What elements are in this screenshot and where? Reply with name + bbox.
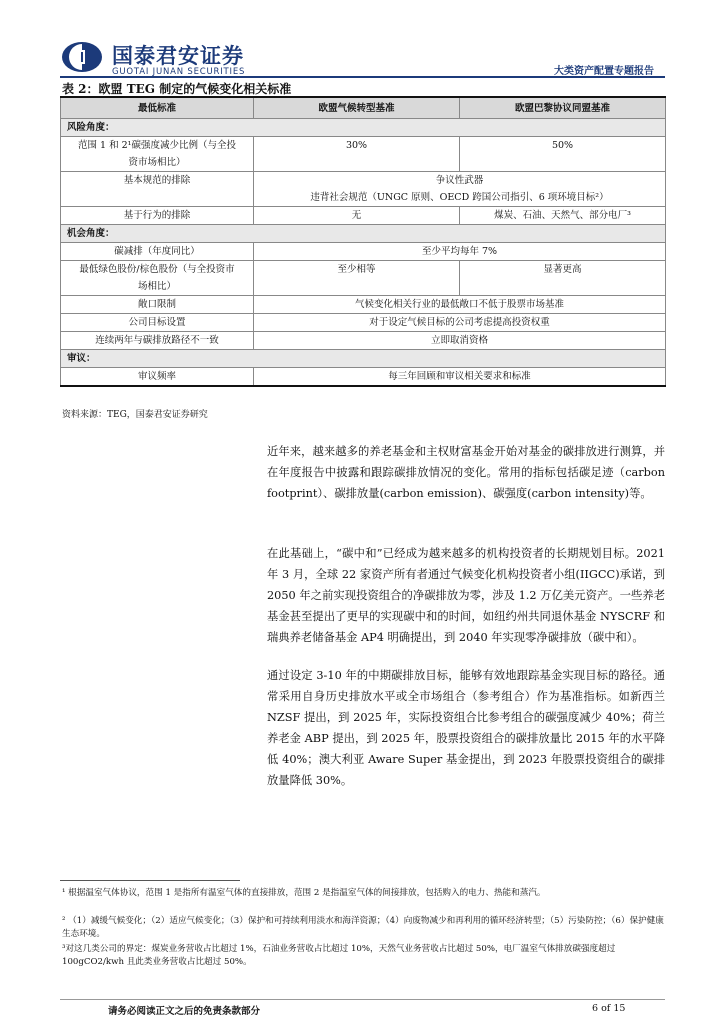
table-row [61,261,666,296]
table-row [61,368,666,387]
table-source: 资料来源：TEG，国泰君安证券研究 [62,410,208,420]
report-type-label: 大类资产配置专题报告 [554,66,654,77]
table-row [61,332,666,350]
table-cell: 对于设定气候目标的公司考虑提高投资权重 [254,314,666,332]
body-paragraph: 通过设定 3-10 年的中期碳排放目标，能够有效地跟踪基金实现目标的路径。通常采用自身历史排放水平或全市场组合（参考组合）作为基准指标。如新西兰 NZSF 提出，到 2025 年，实际投资组合比参考组合的碳强度减少 40%；荷兰养老金 ABP 提出，到 2025 年，股票投资组合的碳排放量比 2015 年的水平降低 40%；澳大利亚 Aware Super 基金提出，到 2023 年股票投资组合的碳排放量降低 30%。 [267,669,665,787]
row-label: 场相比） [137,281,176,292]
brand-name-en: GUOTAI JUNAN SECURITIES [112,67,246,77]
header-divider [60,76,665,78]
body-paragraph: 近年来，越来越多的养老基金和主权财富基金开始对基金的碳排放进行测算，并在年度报告中披露和跟踪碳排放情况的变化。常用的指标包括碳足迹（carbon footprint）、碳排放量(carbon emission)、碳强度(carbon intensity)等。 [267,445,665,500]
table-row [61,172,666,207]
disclaimer-text: 请务必阅读正文之后的免责条款部分 [108,1006,261,1017]
footnote: ¹ 根据温室气体协议，范围 1 是指所有温室气体的直接排放，范围 2 是指温室气体的间接排放，包括购入的电力、热能和蒸汽。 [62,888,546,898]
row-label: 连续两年与碳排放路径不一致 [61,332,254,350]
column-header: 欧盟巴黎协议同盟基准 [460,97,666,119]
table-row [61,243,666,261]
table-cell: 至少平均每年 7% [254,243,666,261]
footnote-divider [60,880,240,881]
row-label: 审议频率 [61,368,254,387]
table-row [61,207,666,225]
table-cell: 立即取消资格 [254,332,666,350]
table-cell: 至少相等 [254,261,460,296]
guotai-junan-logo-icon [60,40,104,74]
table-cell: 无 [254,207,460,225]
section-label-opportunity: 机会角度： [61,225,666,243]
table-row [61,314,666,332]
section-row [61,225,666,243]
table-cell: 争议性武器 [435,175,484,186]
row-label: 基于行为的排除 [61,207,254,225]
table-cell: 30% [254,137,460,172]
row-label: 最低绿色股份/棕色股份（与全投资市 [79,264,235,275]
table-cell: 违背社会规范（UNGC 原则、OECD 跨国公司指引、6 项环境目标²） [310,192,609,203]
table-cell: 显著更高 [460,261,666,296]
page-number: 6 of 15 [592,1003,626,1014]
row-label: 公司目标设置 [61,314,254,332]
standards-table [60,96,666,387]
section-row [61,350,666,368]
column-header: 最低标准 [61,97,254,119]
table-header-row [61,97,666,119]
row-label: 敞口限制 [61,296,254,314]
footer-divider [60,999,665,1000]
table-cell: 气候变化相关行业的最低敞口不低于股票市场基准 [254,296,666,314]
row-label: 碳减排（年度同比） [61,243,254,261]
table-row [61,296,666,314]
table-cell: 每三年回顾和审议相关要求和标准 [254,368,666,387]
footnote: ² （1）减缓气候变化；（2）适应气候变化；（3）保护和可持续利用淡水和海洋资源；（4）向废物减少和再利用的循环经济转型；（5）污染防控；（6）保护健康生态环境。 [62,916,664,939]
section-label-audit: 审议： [61,350,666,368]
table-row [61,137,666,172]
brand-name-cn: 国泰君安证券 [112,44,244,68]
table-cell: 50% [460,137,666,172]
table-cell: 煤炭、石油、天然气、部分电厂³ [460,207,666,225]
row-label: 基本规范的排除 [61,172,254,207]
section-label-risk: 风险角度： [61,119,666,137]
row-label: 资市场相比） [128,157,186,168]
footnote: ³对这几类公司的界定：煤炭业务营收占比超过 1%，石油业务营收占比超过 10%，天然气业务营收占比超过 50%，电厂温室气体排放碳强度超过 100gCO2/kwh 且此类业务营收占比超过 50%。 [62,944,616,967]
row-label: 范围 1 和 2¹碳强度减少比例（与全投 [78,140,236,151]
table-title: 表 2：欧盟 TEG 制定的气候变化相关标准 [62,82,292,96]
body-paragraph: 在此基础上，“碳中和”已经成为越来越多的机构投资者的长期规划目标。2021 年 3 月，全球 22 家资产所有者通过气候变化机构投资者小组(IIGCC)承诺，到 2050 年之前实现投资组合的净碳排放为零，涉及 1.2 万亿美元资产。一些养老基金甚至提出了更早的实现碳中和的时间，如纽约州共同退休基金 NYSCRF 和瑞典养老储备基金 AP4 明确提出，到 2040 年实现零净碳排放（碳中和）。 [267,547,665,644]
column-header: 欧盟气候转型基准 [254,97,460,119]
section-row [61,119,666,137]
